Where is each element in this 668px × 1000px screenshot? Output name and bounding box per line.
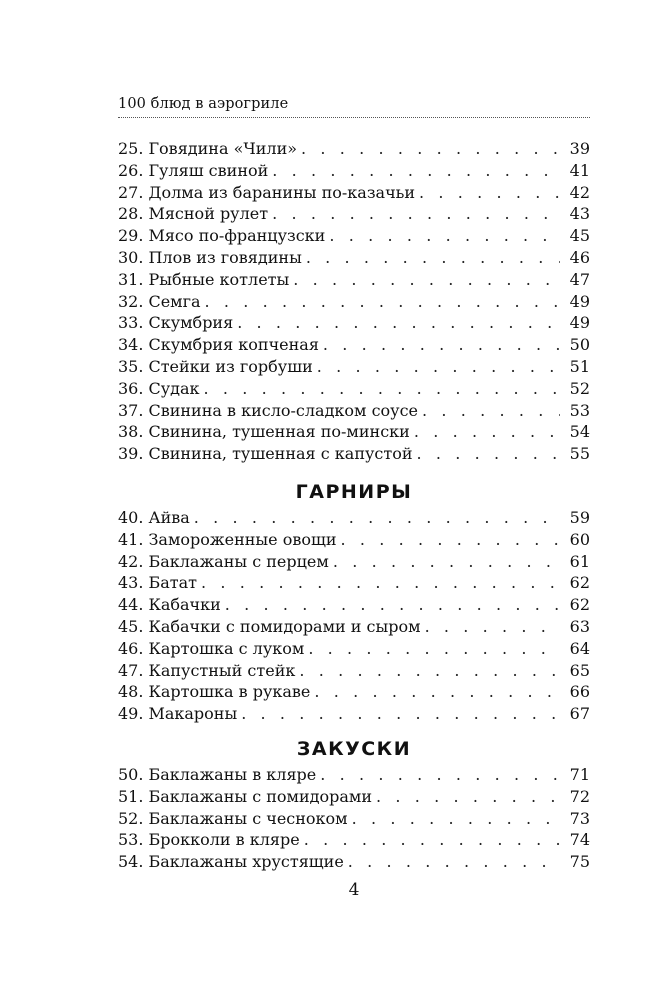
toc-entry <box>118 660 590 682</box>
entry-title: Замороженные овощи <box>148 529 337 549</box>
dot-leader <box>204 378 561 400</box>
entry-page-number: 63 <box>569 616 590 636</box>
dot-leader <box>272 203 560 225</box>
entry-page-number: 45 <box>569 226 590 246</box>
entry-number: 32. <box>118 291 144 311</box>
toc-entry <box>118 182 590 204</box>
toc-entry <box>118 291 590 313</box>
dot-leader <box>308 638 560 660</box>
dot-leader <box>419 182 560 204</box>
entry-title: Свинина в кисло-сладком соусе <box>148 400 419 420</box>
entry-page-number: 66 <box>569 682 590 702</box>
entry-title: Стейки из горбуши <box>148 356 313 376</box>
entry-page-number: 55 <box>569 444 590 464</box>
toc-entry <box>118 421 590 443</box>
section-title-appetizers: ЗАКУСКИ <box>296 738 412 760</box>
entry-page-number: 46 <box>569 247 590 267</box>
entry-page-number: 59 <box>569 508 590 527</box>
toc-entry <box>118 551 590 573</box>
toc-entry <box>118 356 590 378</box>
entry-number: 45. <box>118 616 144 636</box>
page-number: 4 <box>348 880 360 900</box>
dot-leader <box>237 312 560 334</box>
entry-number: 29. <box>118 226 144 246</box>
entry-title: Баклажаны хрустящие <box>148 852 344 872</box>
entry-number: 38. <box>118 422 144 442</box>
toc-entry <box>118 808 590 830</box>
entry-number: 26. <box>118 160 144 180</box>
entry-page-number: 49 <box>569 291 590 311</box>
dot-leader <box>306 247 560 269</box>
entry-number: 35. <box>118 356 144 376</box>
entry-title: Мясо по-французски <box>148 226 326 246</box>
entry-number: 51. <box>118 786 144 806</box>
entry-number: 27. <box>118 182 144 202</box>
entry-number: 34. <box>118 335 144 355</box>
dot-leader <box>348 851 560 873</box>
entry-title: Баклажаны с помидорами <box>148 786 373 806</box>
entry-page-number: 39 <box>569 139 590 158</box>
entry-number: 25. <box>118 139 144 158</box>
toc-entry <box>118 851 590 873</box>
toc-entry <box>118 378 590 400</box>
entry-title: Семга <box>148 291 201 311</box>
entry-title: Кабачки с помидорами и сыром <box>148 616 421 636</box>
dot-leader <box>241 703 560 725</box>
entry-page-number: 62 <box>569 573 590 593</box>
entry-page-number: 49 <box>569 313 590 333</box>
entry-title: Баклажаны в кляре <box>148 765 317 784</box>
running-head: 100 блюд в аэрогриле <box>118 96 289 112</box>
dot-leader <box>414 421 560 443</box>
dot-leader <box>272 160 560 182</box>
dot-leader <box>376 786 560 808</box>
dot-leader <box>352 808 560 830</box>
toc-entry <box>118 594 590 616</box>
dot-leader <box>417 443 561 465</box>
entry-number: 44. <box>118 595 144 615</box>
entry-page-number: 53 <box>569 400 590 420</box>
entry-number: 48. <box>118 682 144 702</box>
entry-number: 31. <box>118 269 144 289</box>
entry-page-number: 62 <box>569 595 590 615</box>
toc-block-meat-fish <box>118 138 590 465</box>
dot-leader <box>301 138 560 160</box>
entry-number: 36. <box>118 378 144 398</box>
entry-number: 40. <box>118 508 144 527</box>
entry-title: Мясной рулет <box>148 204 269 224</box>
entry-title: Рыбные котлеты <box>148 269 290 289</box>
toc-entry <box>118 138 590 160</box>
dot-leader <box>293 269 560 291</box>
book-page <box>118 96 590 900</box>
entry-title: Кабачки <box>148 595 221 615</box>
entry-number: 49. <box>118 704 144 724</box>
dot-leader <box>205 291 560 313</box>
entry-page-number: 51 <box>569 356 590 376</box>
entry-title: Брокколи в кляре <box>148 830 300 850</box>
toc-entry <box>118 160 590 182</box>
dot-leader <box>299 660 560 682</box>
entry-number: 46. <box>118 638 144 658</box>
entry-page-number: 73 <box>569 808 590 828</box>
toc-entry <box>118 443 590 465</box>
entry-number: 54. <box>118 852 144 872</box>
toc-entry <box>118 269 590 291</box>
entry-page-number: 64 <box>569 638 590 658</box>
toc-entry <box>118 334 590 356</box>
dot-leader <box>304 829 560 851</box>
toc-entry <box>118 203 590 225</box>
entry-page-number: 75 <box>569 852 590 872</box>
entry-title: Скумбрия копченая <box>148 335 319 355</box>
dot-leader <box>201 572 560 594</box>
toc-entry <box>118 764 590 786</box>
entry-page-number: 67 <box>569 704 590 724</box>
dot-leader <box>317 356 560 378</box>
entry-number: 53. <box>118 830 144 850</box>
entry-title: Говядина «Чили» <box>148 139 298 158</box>
toc-entry <box>118 638 590 660</box>
entry-number: 42. <box>118 551 144 571</box>
toc-entry <box>118 247 590 269</box>
toc-entry <box>118 681 590 703</box>
toc-entry <box>118 400 590 422</box>
entry-page-number: 41 <box>569 160 590 180</box>
entry-title: Скумбрия <box>148 313 234 333</box>
header-rule <box>118 117 590 118</box>
entry-page-number: 42 <box>569 182 590 202</box>
entry-page-number: 65 <box>569 660 590 680</box>
entry-page-number: 61 <box>569 551 590 571</box>
toc-entry <box>118 225 590 247</box>
entry-number: 41. <box>118 529 144 549</box>
toc-entry <box>118 829 590 851</box>
entry-title: Картошка в рукаве <box>148 682 311 702</box>
dot-leader <box>425 616 560 638</box>
dot-leader <box>341 529 560 551</box>
entry-page-number: 43 <box>569 204 590 224</box>
entry-page-number: 52 <box>569 378 590 398</box>
dot-leader <box>194 507 560 529</box>
entry-title: Баклажаны с чесноком <box>148 808 348 828</box>
entry-title: Свинина, тушенная по-мински <box>148 422 410 442</box>
toc-entry <box>118 572 590 594</box>
toc-entry <box>118 703 590 725</box>
toc-block-appetizers <box>118 764 590 873</box>
entry-title: Баклажаны с перцем <box>148 551 329 571</box>
entry-number: 33. <box>118 313 144 333</box>
dot-leader <box>320 764 560 786</box>
dot-leader <box>329 225 560 247</box>
entry-number: 52. <box>118 808 144 828</box>
entry-title: Плов из говядины <box>148 247 302 267</box>
entry-title: Судак <box>148 378 200 398</box>
entry-number: 39. <box>118 444 144 464</box>
entry-number: 30. <box>118 247 144 267</box>
entry-page-number: 50 <box>569 335 590 355</box>
entry-title: Айва <box>148 508 190 527</box>
entry-page-number: 54 <box>569 422 590 442</box>
entry-title: Макароны <box>148 704 238 724</box>
entry-page-number: 47 <box>569 269 590 289</box>
toc-entry <box>118 529 590 551</box>
dot-leader <box>314 681 560 703</box>
toc-entry <box>118 312 590 334</box>
entry-title: Гуляш свиной <box>148 160 269 180</box>
dot-leader <box>225 594 560 616</box>
toc-entry <box>118 507 590 529</box>
entry-number: 47. <box>118 660 144 680</box>
entry-title: Картошка с луком <box>148 638 305 658</box>
entry-title: Капустный стейк <box>148 660 296 680</box>
entry-title: Долма из баранины по-казачьи <box>148 182 416 202</box>
section-title-garnishes: ГАРНИРЫ <box>295 481 413 503</box>
entry-page-number: 60 <box>569 529 590 549</box>
entry-title: Свинина, тушенная с капустой <box>148 444 413 464</box>
entry-page-number: 74 <box>569 830 590 850</box>
dot-leader <box>422 400 560 422</box>
toc-entry <box>118 786 590 808</box>
entry-page-number: 72 <box>569 786 590 806</box>
entry-page-number: 71 <box>569 765 590 784</box>
entry-number: 43. <box>118 573 144 593</box>
entry-number: 37. <box>118 400 144 420</box>
toc-entry <box>118 616 590 638</box>
entry-number: 28. <box>118 204 144 224</box>
dot-leader <box>323 334 560 356</box>
toc-block-garnishes <box>118 507 590 725</box>
entry-title: Батат <box>148 573 197 593</box>
entry-number: 50. <box>118 765 144 784</box>
dot-leader <box>333 551 560 573</box>
